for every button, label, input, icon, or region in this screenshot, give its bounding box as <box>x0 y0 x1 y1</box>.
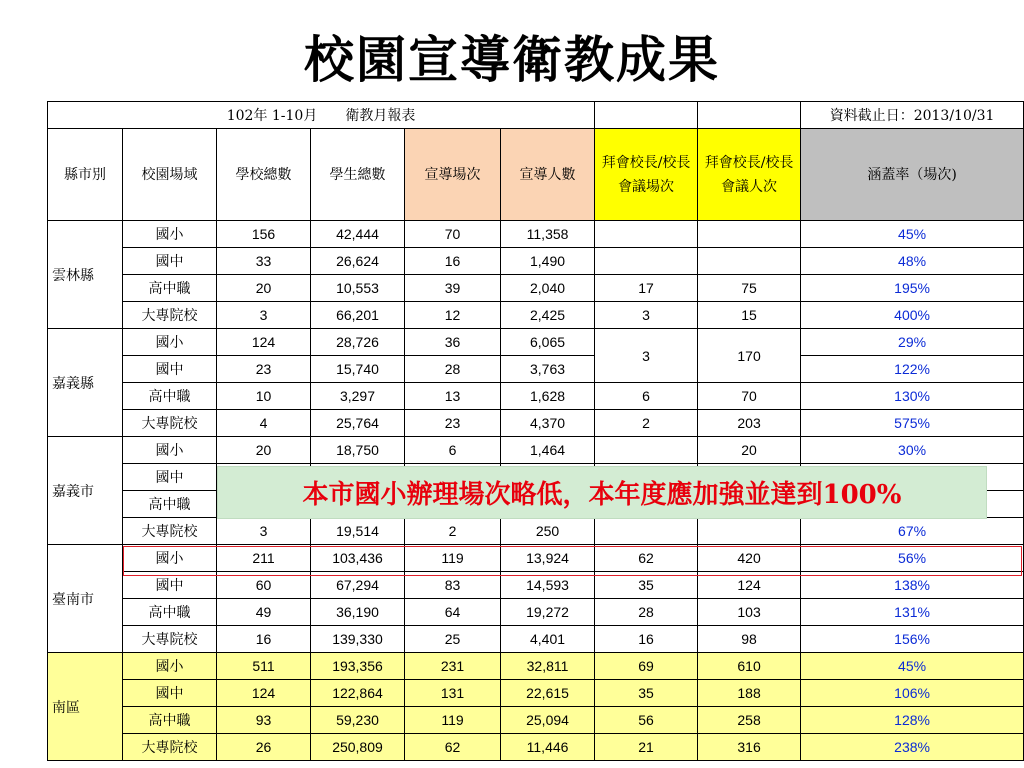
student-count-cell: 25,764 <box>311 410 405 437</box>
school-type-cell: 國中 <box>123 356 217 383</box>
attendee-count-cell: 22,615 <box>501 680 595 707</box>
meeting-sessions-cell: 3 <box>595 329 698 383</box>
attendee-count-cell: 13,924 <box>501 545 595 572</box>
student-count-cell: 18,750 <box>311 437 405 464</box>
header-row <box>48 129 1024 221</box>
meeting-people-cell: 124 <box>698 572 801 599</box>
school-count-cell: 3 <box>217 302 311 329</box>
county-cell: 南區 <box>48 653 123 761</box>
student-count-cell: 67,294 <box>311 572 405 599</box>
student-count-cell: 139,330 <box>311 626 405 653</box>
meeting-sessions-cell: 3 <box>595 302 698 329</box>
school-count-cell: 49 <box>217 599 311 626</box>
table-row <box>48 734 1024 761</box>
table-row <box>48 248 1024 275</box>
table-row <box>48 545 1024 572</box>
meeting-sessions-cell: 17 <box>595 275 698 302</box>
session-count-cell: 62 <box>405 734 501 761</box>
school-count-cell: 10 <box>217 383 311 410</box>
coverage-rate-cell: 122% <box>801 356 1024 383</box>
header-school-type: 校園場域 <box>123 129 217 221</box>
school-type-cell: 國小 <box>123 545 217 572</box>
school-count-cell: 60 <box>217 572 311 599</box>
meeting-people-cell: 420 <box>698 545 801 572</box>
meeting-people-cell <box>698 518 801 545</box>
student-count-cell: 26,624 <box>311 248 405 275</box>
county-cell: 雲林縣 <box>48 221 123 329</box>
coverage-rate-cell: 131% <box>801 599 1024 626</box>
meeting-people-cell: 75 <box>698 275 801 302</box>
school-count-cell: 3 <box>217 518 311 545</box>
attendee-count-cell: 250 <box>501 518 595 545</box>
header-principal-people: 拜會校長/校長會議人次 <box>698 129 801 221</box>
table-row <box>48 572 1024 599</box>
session-count-cell: 70 <box>405 221 501 248</box>
session-count-cell: 131 <box>405 680 501 707</box>
meeting-people-cell: 610 <box>698 653 801 680</box>
school-type-cell: 國小 <box>123 329 217 356</box>
school-type-cell: 國中 <box>123 572 217 599</box>
session-count-cell: 13 <box>405 383 501 410</box>
student-count-cell: 36,190 <box>311 599 405 626</box>
attendee-count-cell: 4,401 <box>501 626 595 653</box>
school-type-cell: 高中職 <box>123 599 217 626</box>
period-row <box>48 102 1024 129</box>
school-count-cell: 156 <box>217 221 311 248</box>
table-row <box>48 302 1024 329</box>
table-row <box>48 653 1024 680</box>
meeting-sessions-cell: 2 <box>595 410 698 437</box>
attendee-count-cell: 25,094 <box>501 707 595 734</box>
school-count-cell: 93 <box>217 707 311 734</box>
county-cell: 嘉義市 <box>48 437 123 545</box>
session-count-cell: 16 <box>405 248 501 275</box>
meeting-people-cell: 20 <box>698 437 801 464</box>
attendee-count-cell: 14,593 <box>501 572 595 599</box>
annotation-banner: 本市國小辦理場次略低，本年度應加強並達到100% <box>217 466 987 519</box>
student-count-cell: 103,436 <box>311 545 405 572</box>
session-count-cell: 39 <box>405 275 501 302</box>
table-row <box>48 626 1024 653</box>
student-count-cell: 66,201 <box>311 302 405 329</box>
coverage-rate-cell: 45% <box>801 221 1024 248</box>
student-count-cell: 3,297 <box>311 383 405 410</box>
session-count-cell: 28 <box>405 356 501 383</box>
coverage-rate-cell: 128% <box>801 707 1024 734</box>
student-count-cell: 193,356 <box>311 653 405 680</box>
table-row <box>48 329 1024 356</box>
session-count-cell: 231 <box>405 653 501 680</box>
meeting-sessions-cell: 28 <box>595 599 698 626</box>
school-type-cell: 國小 <box>123 437 217 464</box>
student-count-cell: 15,740 <box>311 356 405 383</box>
school-type-cell: 大專院校 <box>123 734 217 761</box>
school-count-cell: 211 <box>217 545 311 572</box>
session-count-cell: 119 <box>405 707 501 734</box>
session-count-cell: 36 <box>405 329 501 356</box>
meeting-sessions-cell: 56 <box>595 707 698 734</box>
school-type-cell: 國小 <box>123 221 217 248</box>
coverage-rate-cell: 48% <box>801 248 1024 275</box>
header-sessions: 宣導場次 <box>405 129 501 221</box>
period-blank-1 <box>595 102 698 129</box>
attendee-count-cell: 1,490 <box>501 248 595 275</box>
coverage-rate-cell: 400% <box>801 302 1024 329</box>
session-count-cell: 23 <box>405 410 501 437</box>
session-count-cell: 25 <box>405 626 501 653</box>
table-row <box>48 707 1024 734</box>
school-type-cell: 國中 <box>123 248 217 275</box>
header-school-total: 學校總數 <box>217 129 311 221</box>
period-label: 102年 1-10月 衛教月報表 <box>48 102 595 129</box>
school-count-cell: 20 <box>217 275 311 302</box>
coverage-rate-cell: 575% <box>801 410 1024 437</box>
coverage-rate-cell: 238% <box>801 734 1024 761</box>
coverage-rate-cell: 156% <box>801 626 1024 653</box>
meeting-sessions-cell: 21 <box>595 734 698 761</box>
attendee-count-cell: 1,628 <box>501 383 595 410</box>
school-count-cell: 124 <box>217 680 311 707</box>
period-blank-2 <box>698 102 801 129</box>
meeting-people-cell: 70 <box>698 383 801 410</box>
session-count-cell: 83 <box>405 572 501 599</box>
meeting-people-cell <box>698 221 801 248</box>
table-row <box>48 518 1024 545</box>
meeting-sessions-cell <box>595 248 698 275</box>
session-count-cell: 64 <box>405 599 501 626</box>
table-row <box>48 680 1024 707</box>
county-cell: 臺南市 <box>48 545 123 653</box>
meeting-people-cell: 203 <box>698 410 801 437</box>
header-student-total: 學生總數 <box>311 129 405 221</box>
meeting-sessions-cell <box>595 221 698 248</box>
meeting-sessions-cell: 69 <box>595 653 698 680</box>
school-type-cell: 大專院校 <box>123 518 217 545</box>
attendee-count-cell: 2,425 <box>501 302 595 329</box>
student-count-cell: 250,809 <box>311 734 405 761</box>
school-type-cell: 高中職 <box>123 383 217 410</box>
header-attendees: 宣導人數 <box>501 129 595 221</box>
header-coverage: 涵蓋率（場次) <box>801 129 1024 221</box>
coverage-rate-cell: 30% <box>801 437 1024 464</box>
coverage-rate-cell: 67% <box>801 518 1024 545</box>
school-count-cell: 23 <box>217 356 311 383</box>
meeting-people-cell: 15 <box>698 302 801 329</box>
school-count-cell: 511 <box>217 653 311 680</box>
student-count-cell: 19,514 <box>311 518 405 545</box>
report-table <box>47 101 1024 761</box>
coverage-rate-cell: 106% <box>801 680 1024 707</box>
school-type-cell: 國中 <box>123 464 217 491</box>
school-type-cell: 大專院校 <box>123 302 217 329</box>
attendee-count-cell: 1,464 <box>501 437 595 464</box>
school-count-cell: 33 <box>217 248 311 275</box>
session-count-cell: 119 <box>405 545 501 572</box>
meeting-people-cell: 316 <box>698 734 801 761</box>
table-row <box>48 275 1024 302</box>
table-row <box>48 356 1024 383</box>
school-type-cell: 國中 <box>123 680 217 707</box>
meeting-people-cell: 170 <box>698 329 801 383</box>
attendee-count-cell: 11,358 <box>501 221 595 248</box>
student-count-cell: 122,864 <box>311 680 405 707</box>
student-count-cell: 42,444 <box>311 221 405 248</box>
attendee-count-cell: 2,040 <box>501 275 595 302</box>
school-type-cell: 大專院校 <box>123 626 217 653</box>
session-count-cell: 6 <box>405 437 501 464</box>
meeting-sessions-cell: 35 <box>595 680 698 707</box>
table-row <box>48 437 1024 464</box>
attendee-count-cell: 32,811 <box>501 653 595 680</box>
coverage-rate-cell: 130% <box>801 383 1024 410</box>
attendee-count-cell: 11,446 <box>501 734 595 761</box>
attendee-count-cell: 6,065 <box>501 329 595 356</box>
meeting-sessions-cell <box>595 518 698 545</box>
attendee-count-cell: 4,370 <box>501 410 595 437</box>
meeting-sessions-cell: 16 <box>595 626 698 653</box>
school-count-cell: 20 <box>217 437 311 464</box>
meeting-people-cell: 98 <box>698 626 801 653</box>
school-type-cell: 高中職 <box>123 275 217 302</box>
student-count-cell: 59,230 <box>311 707 405 734</box>
data-cutoff: 資料截止日：2013/10/31 <box>801 102 1024 129</box>
student-count-cell: 28,726 <box>311 329 405 356</box>
meeting-people-cell: 258 <box>698 707 801 734</box>
header-principal-sessions: 拜會校長/校長會議場次 <box>595 129 698 221</box>
county-cell: 嘉義縣 <box>48 329 123 437</box>
meeting-people-cell: 188 <box>698 680 801 707</box>
table-row <box>48 410 1024 437</box>
school-type-cell: 大專院校 <box>123 410 217 437</box>
coverage-rate-cell: 29% <box>801 329 1024 356</box>
coverage-rate-cell: 195% <box>801 275 1024 302</box>
school-type-cell: 國小 <box>123 653 217 680</box>
school-count-cell: 124 <box>217 329 311 356</box>
attendee-count-cell: 19,272 <box>501 599 595 626</box>
coverage-rate-cell: 138% <box>801 572 1024 599</box>
coverage-rate-cell: 56% <box>801 545 1024 572</box>
table-row <box>48 221 1024 248</box>
school-type-cell: 高中職 <box>123 707 217 734</box>
meeting-sessions-cell: 6 <box>595 383 698 410</box>
meeting-people-cell <box>698 248 801 275</box>
meeting-sessions-cell: 35 <box>595 572 698 599</box>
meeting-people-cell: 103 <box>698 599 801 626</box>
table-row <box>48 383 1024 410</box>
attendee-count-cell: 3,763 <box>501 356 595 383</box>
school-count-cell: 26 <box>217 734 311 761</box>
page-title: 校園宣導衛教成果 <box>304 30 720 89</box>
school-type-cell: 高中職 <box>123 491 217 518</box>
meeting-sessions-cell: 62 <box>595 545 698 572</box>
school-count-cell: 16 <box>217 626 311 653</box>
student-count-cell: 10,553 <box>311 275 405 302</box>
meeting-sessions-cell <box>595 437 698 464</box>
table-row <box>48 599 1024 626</box>
session-count-cell: 12 <box>405 302 501 329</box>
school-count-cell: 4 <box>217 410 311 437</box>
coverage-rate-cell: 45% <box>801 653 1024 680</box>
header-county: 縣市別 <box>48 129 123 221</box>
session-count-cell: 2 <box>405 518 501 545</box>
